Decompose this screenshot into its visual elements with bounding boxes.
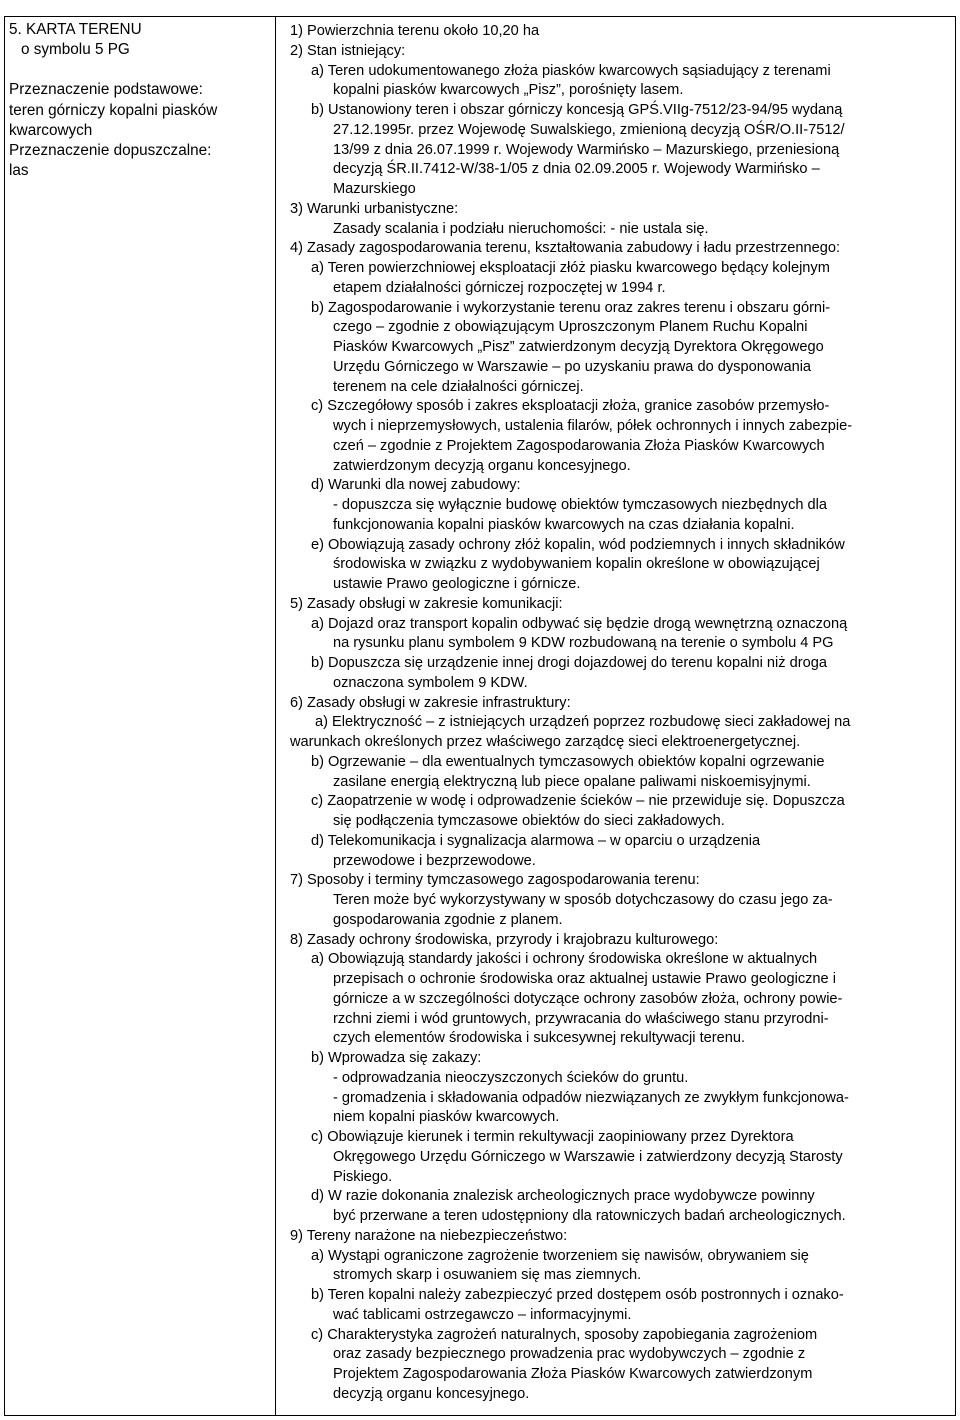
text-line: b) Dopuszcza się urządzenie innej drogi dojazdowej do terenu kopalni niż droga — [311, 655, 827, 671]
column-divider — [275, 16, 276, 1416]
text-line: a) Teren powierzchniowej eksploatacji złóż piasku kwarcowego będący kolejnym — [311, 260, 830, 276]
text-line: c) Zaopatrzenie w wodę i odprowadzenie ścieków – nie przewiduje się. Dopuszcza — [311, 793, 845, 810]
text-line: - dopuszcza się wyłącznie budowę obiektów tymczasowych niezbędnych dla — [333, 497, 828, 513]
text-line: Piasków Kwarcowych „Pisz” zatwierdzonym decyzją Dyrektora Okręgowego — [333, 339, 824, 355]
left-line: Przeznaczenie dopuszczalne: — [9, 142, 212, 160]
text-line: - odprowadzania nieoczyszczonych ścieków do gruntu. — [333, 1069, 689, 1086]
text-line: stromych skarp i osuwaniem się mas ziemnych. — [333, 1267, 642, 1284]
text-line: środowiska w związku z wydobywaniem kopalin określone w obowiązującej — [333, 556, 820, 573]
text-line: 9) Tereny narażone na niebezpieczeństwo: — [290, 1227, 568, 1244]
card-title: 5. KARTA TERENU — [9, 21, 142, 38]
text-line: 4) Zasady zagospodarowania terenu, kształtowania zabudowy i ładu przestrzennego: — [290, 240, 841, 257]
text-line: funkcjonowania kopalni piasków kwarcowych na czas działania kopalni. — [333, 516, 795, 533]
text-line: a) Elektryczność – z istniejących urządzeń poprzez rozbudowę sieci zakładowej na — [315, 714, 851, 731]
text-line: być przerwane a teren udostępniony dla ratowniczych badań archeologicznych. — [333, 1208, 846, 1224]
text-line: warunkach określonych przez właściwego zarządcę sieci elektroenergetycznej. — [290, 734, 801, 750]
text-line: b) Teren kopalni należy zabezpieczyć przed dostępem osób postronnych i oznako- — [311, 1287, 844, 1303]
card-symbol: o symbolu 5 PG — [21, 41, 130, 59]
text-line: a) Obowiązują standardy jakości i ochrony środowiska określone w aktualnych — [311, 951, 818, 968]
text-line: kopalni piasków kwarcowych „Pisz”, porośnięty lasem. — [333, 82, 684, 99]
text-line: etapem działalności górniczej rozpoczętej w 1994 r. — [333, 279, 666, 296]
text-line: czego – zgodnie z obowiązującym Uproszczonym Planem Ruchu Kopalni — [333, 319, 808, 336]
text-line: Projektem Zagospodarowania Złoża Piasków Kwarcowych zatwierdzonym — [333, 1366, 813, 1382]
left-line: Przeznaczenie podstawowe: — [9, 81, 203, 99]
text-line: na rysunku planu symbolem 9 KDW rozbudowaną na terenie o symbolu 4 PG — [333, 635, 834, 652]
text-line: d) W razie dokonania znalezisk archeologicznych prace wydobywcze powinny — [311, 1188, 815, 1205]
left-line: las — [9, 162, 29, 180]
text-line: a) Dojazd oraz transport kopalin odbywać się będzie drogą wewnętrzną oznaczoną — [311, 615, 848, 632]
text-line: 3) Warunki urbanistyczne: — [290, 200, 459, 217]
text-line: 8) Zasady ochrony środowiska, przyrody i krajobrazu kulturowego: — [290, 931, 719, 948]
text-line: b) Zagospodarowanie i wykorzystanie terenu oraz zakres terenu i obszaru górni- — [311, 299, 831, 316]
text-line: Okręgowego Urzędu Górniczego w Warszawie i zatwierdzony decyzją Starosty — [333, 1148, 843, 1165]
text-line: przewodowe i bezprzewodowe. — [333, 852, 536, 869]
text-line: się podłączenia tymczasowe obiektów do sieci zakładowych. — [333, 813, 725, 829]
text-line: Mazurskiego — [333, 181, 416, 197]
text-line: c) Szczegółowy sposób i zakres eksploatacji złoża, granice zasobów przemysło- — [311, 398, 830, 415]
text-line: wać tablicami ostrzegawczo – informacyjnymi. — [333, 1306, 632, 1323]
text-line: rzchni ziemi i wód gruntowych, przywracania do właściwego stanu przyrodni- — [333, 1010, 829, 1027]
left-line: kwarcowych — [9, 121, 93, 139]
text-line: decyzją organu koncesyjnego. — [333, 1385, 530, 1402]
text-line: e) Obowiązują zasady ochrony złóż kopalin, wód podziemnych i innych składników — [311, 536, 845, 553]
text-line: terenem na cele działalności górniczej. — [333, 378, 584, 395]
text-line: przepisach o ochronie środowiska oraz aktualnej ustawie Prawo geologiczne i — [333, 971, 836, 987]
text-line: 5) Zasady obsługi w zakresie komunikacji: — [290, 595, 563, 612]
text-line: - gromadzenia i składowania odpadów niezwiązanych ze zwykłym funkcjonowa- — [333, 1089, 849, 1106]
text-line: b) Ogrzewanie – dla ewentualnych tymczasowych obiektów kopalni ogrzewanie — [311, 753, 825, 770]
text-line: d) Telekomunikacja i sygnalizacja alarmowa – w oparciu o urządzenia — [311, 832, 761, 849]
left-line: teren górniczy kopalni piasków — [9, 101, 218, 119]
text-line: b) Ustanowiony teren i obszar górniczy koncesją GPŚ.VIIg-7512/23-94/95 wydaną — [311, 102, 843, 118]
text-line: czeń – zgodnie z Projektem Zagospodarowania Złoża Piasków Kwarcowych — [333, 437, 825, 454]
text-line: d) Warunki dla nowej zabudowy: — [311, 477, 521, 494]
text-line: gospodarowania zgodnie z planem. — [333, 911, 563, 928]
text-line: zasilane energią elektryczną lub piece opalane paliwami niskoemisyjnymi. — [333, 773, 811, 790]
text-line: zatwierdzonym decyzją organu koncesyjnego. — [333, 457, 631, 474]
left-column — [9, 20, 271, 181]
text-line: ustawie Prawo geologiczne i górnicze. — [333, 576, 581, 592]
text-line: 27.12.1995r. przez Wojewodę Suwalskiego, zmienioną decyzją OŚR/O.II-7512/ — [333, 121, 845, 138]
text-line: Piskiego. — [333, 1168, 393, 1185]
text-line: Teren może być wykorzystywany w sposób dotychczasowy do czasu jego za- — [333, 892, 833, 908]
text-line: c) Charakterystyka zagrożeń naturalnych, sposoby zapobiegania zagrożeniom — [311, 1326, 818, 1343]
text-line: b) Wprowadza się zakazy: — [311, 1050, 482, 1066]
text-line: górnicze a w szczególności dotyczące ochrony zasobów złoża, ochrony powie- — [333, 990, 843, 1007]
spacer — [9, 60, 271, 80]
text-line: 7) Sposoby i terminy tymczasowego zagospodarowania terenu: — [290, 872, 700, 889]
text-line: a) Wystąpi ograniczone zagrożenie tworzeniem się nawisów, obrywaniem się — [311, 1247, 809, 1264]
text-line: Urzędu Górniczego w Warszawie – po uzyskaniu prawa do dysponowania — [333, 358, 812, 375]
text-line: oznaczona symbolem 9 KDW. — [333, 674, 528, 691]
text-line: czych elementów środowiska i sukcesywnej rekultywacji terenu. — [333, 1030, 746, 1047]
text-line: decyzją ŚR.II.7412-W/38-1/05 z dnia 02.09.2005 r. Wojewody Warmińsko – — [333, 161, 820, 178]
text-line: 6) Zasady obsługi w zakresie infrastruktury: — [290, 694, 571, 711]
text-line: a) Teren udokumentowanego złoża piasków kwarcowych sąsiadujący z terenami — [311, 62, 831, 79]
text-line: c) Obowiązuje kierunek i termin rekultywacji zaopiniowany przez Dyrektora — [311, 1129, 794, 1145]
text-line: wych i nieprzemysłowych, ustalenia filarów, półek ochronnych i innych zabezpie- — [333, 418, 853, 434]
right-column — [290, 22, 950, 1405]
text-line: 13/99 z dnia 26.07.1999 r. Wojewody Warmińsko – Mazurskiego, przeniesioną — [333, 141, 840, 158]
text-line: niem kopalni piasków kwarcowych. — [333, 1109, 560, 1126]
text-line: Zasady scalania i podziału nieruchomości: - nie ustala się. — [333, 220, 709, 237]
text-line: 1) Powierzchnia terenu około 10,20 ha — [290, 23, 540, 39]
text-line: oraz zasady bezpiecznego prowadzenia prac wydobywczych – zgodnie z — [333, 1346, 806, 1363]
text-line: 2) Stan istniejący: — [290, 42, 406, 59]
